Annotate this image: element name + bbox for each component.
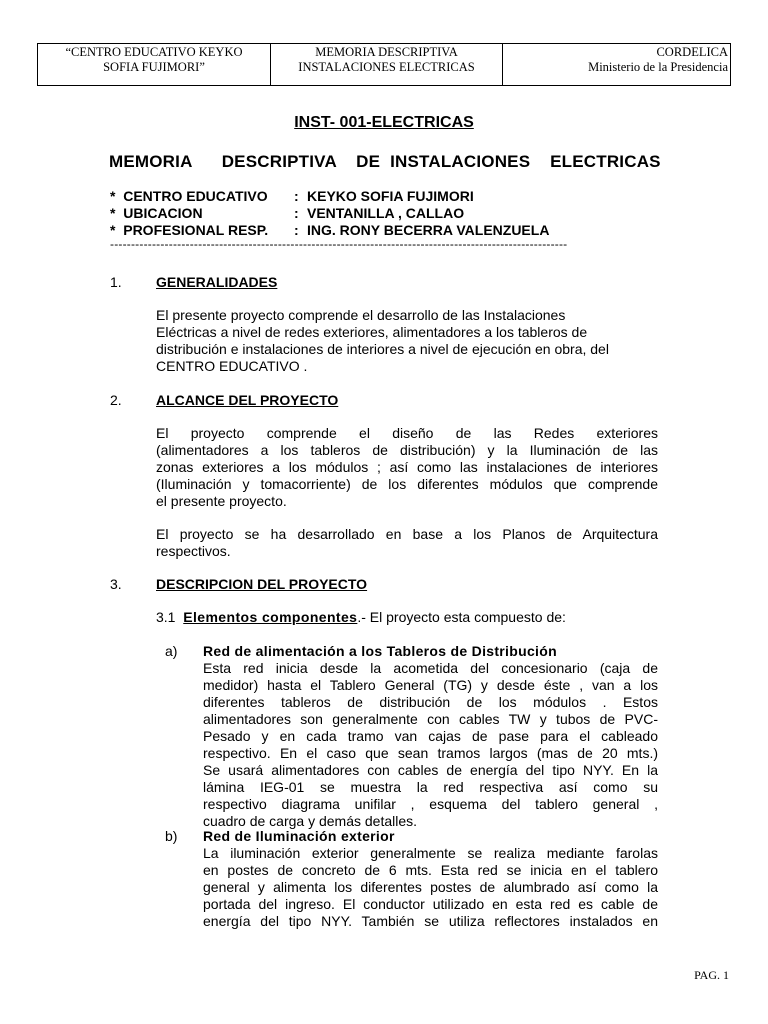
header-org-line2: Ministerio de la Presidencia [588, 60, 728, 74]
section-2-heading: ALCANCE DEL PROYECTO [156, 392, 339, 408]
section-3-number: 3. [110, 576, 122, 592]
paragraph-line: alimentadores son generalmente con cables TW y tubos de PVC- [203, 711, 658, 727]
header-school-line2: SOFIA FUJIMORI” [103, 60, 205, 74]
paragraph-line: distribución e instalaciones de interiores a nivel de ejecución en obra, del [156, 341, 609, 357]
section-1-number: 1. [110, 274, 122, 290]
paragraph-line: (Iluminación y tomacorriente) de los diferentes módulos que comprende [156, 476, 658, 492]
section-1-heading: GENERALIDADES [156, 274, 278, 290]
subsection-3-1 [156, 609, 566, 625]
header-org-cell [503, 44, 730, 85]
document-header-table [37, 43, 731, 86]
info-separator: : [294, 205, 299, 221]
paragraph-line: lámina IEG-01 se muestra la red respectiva así como su [203, 779, 658, 795]
info-separator: : [294, 222, 299, 238]
paragraph-line: Pesado y en cada tramo van cajas de pase para el cableado [203, 728, 658, 744]
paragraph-line: El proyecto comprende el diseño de las Redes exteriores [156, 425, 658, 441]
paragraph-line: Se usará alimentadores con cables de energía del tipo NYY. En la [203, 762, 658, 778]
section-2-number: 2. [110, 392, 122, 408]
header-doc-type-line2: INSTALACIONES ELECTRICAS [298, 60, 475, 74]
dashed-separator: ------------------------------------------------------------------------------------------------------------- [110, 237, 568, 251]
item-b-heading: Red de Iluminación exterior [203, 828, 395, 844]
item-b-letter: b) [165, 828, 178, 844]
section-3-heading: DESCRIPCION DEL PROYECTO [156, 576, 368, 592]
info-row-location [110, 205, 549, 222]
document-title: INST- 001-ELECTRICAS [294, 114, 474, 131]
paragraph-line: Esta red inicia desde la acometida del concesionario (caja de [203, 660, 658, 676]
paragraph-line: respectivo diagrama unifilar , esquema del tablero general , [203, 796, 658, 812]
paragraph-line: portada del ingreso. El conductor utilizado en esta red es cable de [203, 896, 658, 912]
item-a-heading: Red de alimentación a los Tableros de Distribución [203, 643, 557, 659]
item-a-paragraph [203, 660, 658, 830]
header-school-cell [38, 44, 271, 85]
header-school-line1: “CENTRO EDUCATIVO KEYKO [65, 45, 243, 59]
paragraph-line: diferentes tableros de distribución de los módulos . Estos [203, 694, 658, 710]
paragraph-line: el presente proyecto. [156, 493, 287, 509]
paragraph-line: cuadro de carga y demás detalles. [203, 813, 418, 829]
paragraph-line: La iluminación exterior generalmente se realiza mediante farolas [203, 845, 658, 861]
info-value: KEYKO SOFIA FUJIMORI [307, 188, 474, 204]
item-b-paragraph [203, 845, 658, 930]
paragraph-line: respectivo. En el caso que sean tramos largos (mas de 20 mts.) [203, 745, 658, 761]
project-info-block [110, 188, 549, 239]
info-label: * CENTRO EDUCATIVO [110, 188, 268, 204]
paragraph-line: (alimentadores a los tableros de distribución) y la Iluminación de las [156, 442, 658, 458]
paragraph-line: zonas exteriores a los módulos ; así como las instalaciones de interiores [156, 459, 658, 475]
header-doc-type-line1: MEMORIA DESCRIPTIVA [315, 45, 458, 59]
page-number: PAG. 1 [694, 968, 729, 982]
section-2-paragraph-2 [156, 526, 658, 560]
header-org-line1: CORDELICA [656, 45, 728, 59]
paragraph-line: general y alimenta los diferentes postes de alumbrado así como la [203, 879, 658, 895]
info-value: ING. RONY BECERRA VALENZUELA [307, 222, 550, 238]
paragraph-line: El presente proyecto comprende el desarrollo de las Instalaciones [156, 307, 566, 323]
paragraph-line: CENTRO EDUCATIVO . [156, 358, 308, 374]
item-a-letter: a) [165, 643, 178, 659]
paragraph-line: respectivos. [156, 543, 231, 559]
header-doc-type-cell [271, 44, 503, 85]
subsection-label: Elementos componentes [183, 609, 358, 625]
info-label: * UBICACION [110, 205, 203, 221]
paragraph-line: en postes de concreto de 6 mts. Esta red se inicia en el tablero [203, 862, 658, 878]
subsection-number: 3.1 [156, 609, 176, 625]
info-value: VENTANILLA , CALLAO [307, 205, 465, 221]
paragraph-line: Eléctricas a nivel de redes exteriores, alimentadores a los tableros de [156, 324, 588, 340]
section-1-paragraph [156, 307, 658, 375]
info-separator: : [294, 188, 299, 204]
paragraph-line: El proyecto se ha desarrollado en base a los Planos de Arquitectura [156, 526, 658, 542]
info-row-school [110, 188, 549, 205]
document-subtitle: MEMORIA DESCRIPTIVA DE INSTALACIONES ELECTRICAS [109, 152, 661, 171]
paragraph-line: medidor) hasta el Tablero General (TG) y desde éste , van a los [203, 677, 658, 693]
paragraph-line: energía del tipo NYY. También se utiliza reflectores instalados en [203, 913, 658, 929]
info-label: * PROFESIONAL RESP. [110, 222, 269, 238]
subsection-text: .- El proyecto esta compuesto de: [357, 609, 566, 625]
section-2-paragraph-1 [156, 425, 658, 510]
